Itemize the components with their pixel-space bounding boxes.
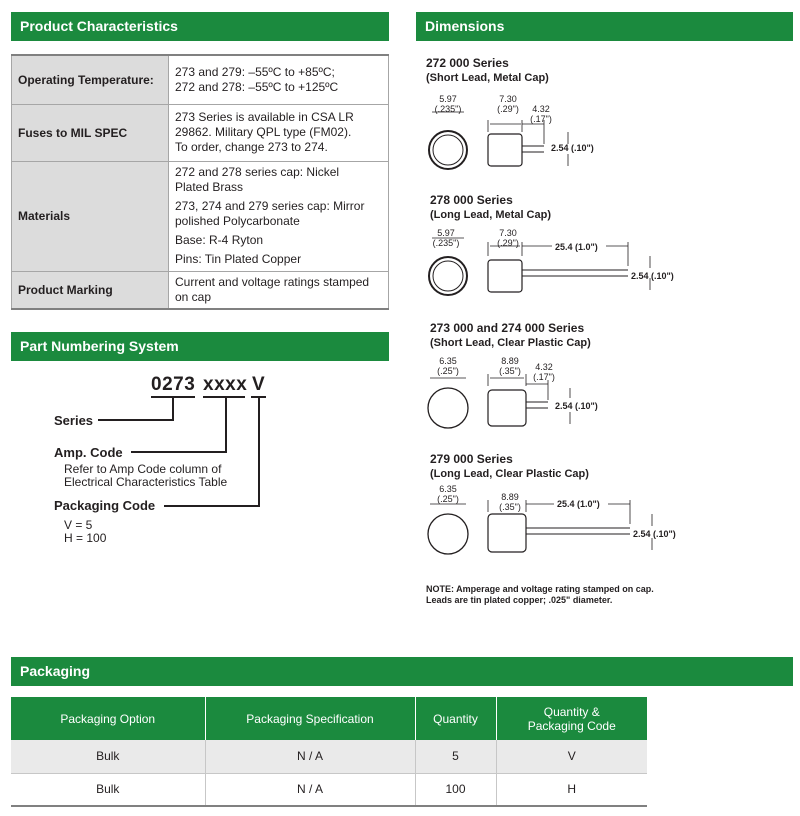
- dim-in: (.35"): [499, 502, 521, 512]
- value-para: 273, 274 and 279 series cap: Mirror polished Polycarbonate: [175, 199, 365, 228]
- value-line: 273 Series is available in CSA LR: [175, 110, 354, 124]
- series-subtitle: (Long Lead, Clear Plastic Cap): [430, 468, 589, 480]
- value-line: on cap: [175, 289, 212, 304]
- code-prefix: 0273: [151, 374, 196, 395]
- value-line: 273 and 279: –55ºC to +85ºC;: [175, 64, 335, 79]
- dimensions-header: [416, 12, 793, 41]
- fuse-drawing-278: [420, 240, 700, 310]
- value-para: Pins: Tin Plated Copper: [175, 252, 302, 266]
- packaging-code-label: Packaging Code: [54, 498, 156, 513]
- dim-in: (.25"): [437, 366, 459, 376]
- code-amp: xxxx: [203, 374, 248, 395]
- dim-mm: 8.89: [501, 492, 519, 502]
- value-para: 272 and 278 series cap: Nickel Plated Brass: [175, 165, 340, 194]
- amp-desc-line: Refer to Amp Code column of: [64, 462, 222, 476]
- dim-mm: 4.32: [535, 362, 553, 372]
- header-line: Packaging Code: [527, 718, 616, 733]
- section-title: Product Characteristics: [20, 18, 178, 34]
- pkg-option: H = 100: [64, 531, 107, 545]
- dim-mm: 4.32: [532, 104, 550, 114]
- section-title: Packaging: [20, 663, 91, 679]
- lead-spacing-label: 2.54 (.10"): [551, 143, 594, 153]
- table-cell: Bulk: [11, 773, 205, 806]
- dim-mm: 5.97: [437, 228, 455, 238]
- amp-code-label: Amp. Code: [54, 445, 123, 460]
- note-line: Leads are tin plated copper; .025" diameter.: [426, 595, 613, 605]
- packaging-header: [11, 657, 793, 686]
- column-header: Packaging Specification: [205, 697, 415, 740]
- dimensions-note: [426, 584, 654, 606]
- section-title: Part Numbering System: [20, 338, 179, 354]
- table-cell: H: [496, 773, 647, 806]
- value-line: Current and voltage ratings stamped: [175, 274, 370, 289]
- series-subtitle: (Short Lead, Clear Plastic Cap): [430, 337, 591, 349]
- dim-mm: 7.30: [499, 228, 517, 238]
- value-line: 272 and 278: –55ºC to +125ºC: [175, 79, 339, 94]
- fuse-drawing-272: [420, 110, 580, 180]
- pkg-option: V = 5: [64, 518, 93, 532]
- series-title: 279 000 Series: [430, 452, 513, 466]
- dim-in: (.25"): [437, 494, 459, 504]
- part-numbering-connectors: [0, 0, 400, 520]
- column-header: Quantity: [415, 697, 496, 740]
- lead-spacing-label: 2.54 (.10"): [631, 271, 674, 281]
- dim-in: (.235"): [432, 238, 460, 248]
- header-line: Quantity &: [543, 704, 600, 719]
- series-title: 278 000 Series: [430, 193, 513, 207]
- packaging-table: [11, 697, 647, 807]
- value-para: Base: R-4 Ryton: [175, 233, 264, 247]
- column-header: [496, 697, 647, 740]
- table-cell: Bulk: [11, 740, 205, 773]
- fuse-drawing-273: [420, 370, 580, 440]
- table-cell: 5: [415, 740, 496, 773]
- value-line: 29862. Military QPL type (FM02).: [175, 125, 352, 139]
- series-label: Series: [54, 413, 94, 428]
- dim-mm: 5.97: [439, 94, 457, 104]
- row-label: Fuses to MIL SPEC: [12, 104, 169, 161]
- table-row: [11, 773, 647, 806]
- fuse-drawing-279: [420, 500, 700, 570]
- dim-in: (.17"): [530, 114, 552, 124]
- series-title: 272 000 Series: [426, 56, 509, 70]
- row-label: Product Marking: [12, 271, 169, 309]
- table-cell: 100: [415, 773, 496, 806]
- lead-length-label: 25.4 (1.0"): [555, 242, 598, 252]
- section-title: Dimensions: [425, 18, 505, 34]
- series-subtitle: (Long Lead, Metal Cap): [430, 209, 551, 221]
- dim-in: (.235"): [434, 104, 462, 114]
- table-cell: N / A: [205, 773, 415, 806]
- lead-spacing-label: 2.54 (.10"): [555, 401, 598, 411]
- code-pkg: V: [252, 374, 266, 395]
- dim-mm: 8.89: [501, 356, 519, 366]
- amp-desc-line: Electrical Characteristics Table: [64, 475, 228, 489]
- value-line: To order, change 273 to 274.: [175, 140, 328, 154]
- note-line: NOTE: Amperage and voltage rating stamped on cap.: [426, 584, 654, 594]
- table-header-row: [11, 697, 647, 740]
- series-subtitle: (Short Lead, Metal Cap): [426, 72, 549, 84]
- lead-length-label: 25.4 (1.0"): [557, 499, 600, 509]
- table-row: [11, 740, 647, 773]
- dim-in: (.29"): [497, 104, 519, 114]
- column-header: Packaging Option: [11, 697, 205, 740]
- lead-spacing-label: 2.54 (.10"): [633, 529, 676, 539]
- dim-in: (.17"): [533, 372, 555, 382]
- table-cell: N / A: [205, 740, 415, 773]
- dim-mm: 6.35: [439, 484, 457, 494]
- series-title: 273 000 and 274 000 Series: [430, 321, 585, 335]
- dim-in: (.35"): [499, 366, 521, 376]
- dim-in: (.29"): [497, 238, 519, 248]
- dim-mm: 6.35: [439, 356, 457, 366]
- dim-mm: 7.30: [499, 94, 517, 104]
- table-cell: V: [496, 740, 647, 773]
- row-label: Materials: [12, 161, 169, 271]
- row-label: Operating Temperature:: [12, 55, 169, 104]
